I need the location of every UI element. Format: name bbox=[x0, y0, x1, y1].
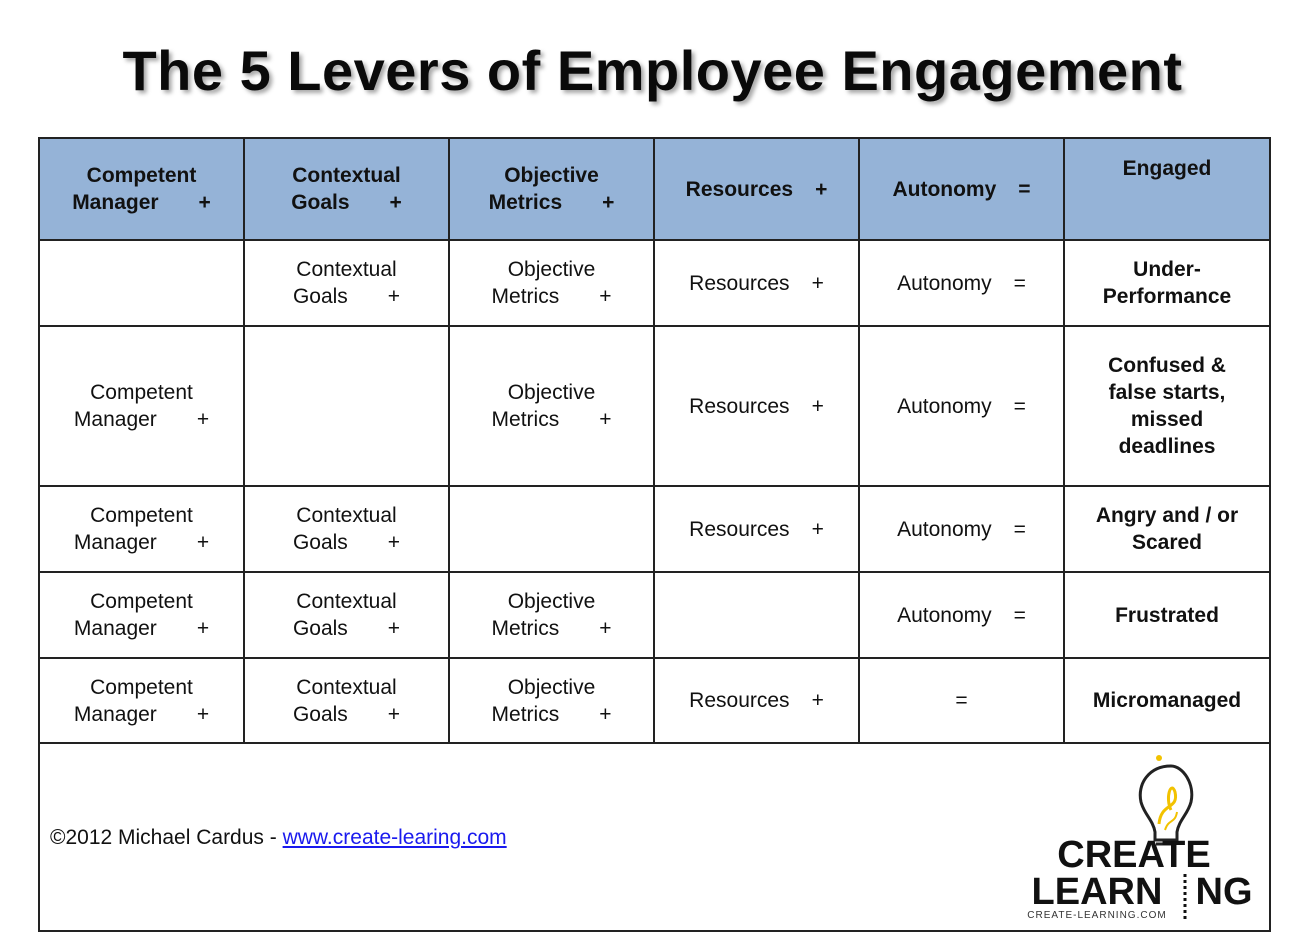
cell-manager: Competent Manager + bbox=[39, 486, 244, 572]
svg-text:CREATE: CREATE bbox=[1057, 834, 1211, 876]
cell-result: Micromanaged bbox=[1064, 658, 1270, 743]
svg-text:NG: NG bbox=[1195, 871, 1253, 913]
cell-metrics: Objective Metrics + bbox=[449, 240, 654, 326]
create-learning-logo bbox=[1009, 752, 1259, 924]
levers-table bbox=[38, 137, 1271, 932]
header-goals: Contextual Goals + bbox=[244, 138, 449, 240]
header-resources: Resources + bbox=[654, 138, 859, 240]
cell-manager: Competent Manager + bbox=[39, 658, 244, 743]
website-link[interactable]: www.create-learing.com bbox=[282, 826, 507, 849]
cell-resources: Resources + bbox=[654, 240, 859, 326]
table-row bbox=[39, 658, 1270, 743]
table-row bbox=[39, 572, 1270, 658]
empty-cell bbox=[39, 240, 244, 326]
cell-metrics: Objective Metrics + bbox=[449, 658, 654, 743]
cell-autonomy: Autonomy = bbox=[859, 486, 1064, 572]
empty-cell bbox=[244, 326, 449, 486]
footer-cell bbox=[39, 743, 1270, 931]
empty-cell bbox=[449, 486, 654, 572]
svg-text:LEARN: LEARN bbox=[1031, 871, 1163, 913]
svg-text:CREATE-LEARNING.COM: CREATE-LEARNING.COM bbox=[1027, 910, 1167, 921]
header-result: Engaged bbox=[1064, 138, 1270, 240]
cell-autonomy: Autonomy = bbox=[859, 572, 1064, 658]
cell-goals: Contextual Goals + bbox=[244, 240, 449, 326]
table-row bbox=[39, 486, 1270, 572]
cell-autonomy: Autonomy = bbox=[859, 326, 1064, 486]
cell-metrics: Objective Metrics + bbox=[449, 326, 654, 486]
header-manager: Competent Manager + bbox=[39, 138, 244, 240]
cell-equals: = bbox=[859, 658, 1064, 743]
cell-result: Confused & false starts, missed deadlines bbox=[1064, 326, 1270, 486]
cell-resources: Resources + bbox=[654, 658, 859, 743]
table-row bbox=[39, 240, 1270, 326]
lightbulb-icon bbox=[1140, 755, 1192, 844]
header-row bbox=[39, 138, 1270, 240]
cell-goals: Contextual Goals + bbox=[244, 486, 449, 572]
page-title: The 5 Levers of Employee Engagement bbox=[122, 39, 1183, 102]
cell-metrics: Objective Metrics + bbox=[449, 572, 654, 658]
cell-result: Frustrated bbox=[1064, 572, 1270, 658]
cell-resources: Resources + bbox=[654, 486, 859, 572]
header-autonomy: Autonomy = bbox=[859, 138, 1064, 240]
cell-autonomy: Autonomy = bbox=[859, 240, 1064, 326]
empty-cell bbox=[654, 572, 859, 658]
header-metrics: Objective Metrics + bbox=[449, 138, 654, 240]
table-row bbox=[39, 326, 1270, 486]
footer-row bbox=[39, 743, 1270, 931]
copyright-credit: ©2012 Michael Cardus - www.create-learing.com bbox=[50, 826, 507, 849]
cell-manager: Competent Manager + bbox=[39, 572, 244, 658]
cell-goals: Contextual Goals + bbox=[244, 658, 449, 743]
cell-goals: Contextual Goals + bbox=[244, 572, 449, 658]
cell-result: Angry and / or Scared bbox=[1064, 486, 1270, 572]
cell-manager: Competent Manager + bbox=[39, 326, 244, 486]
cell-result: Under-Performance bbox=[1064, 240, 1270, 326]
cell-resources: Resources + bbox=[654, 326, 859, 486]
